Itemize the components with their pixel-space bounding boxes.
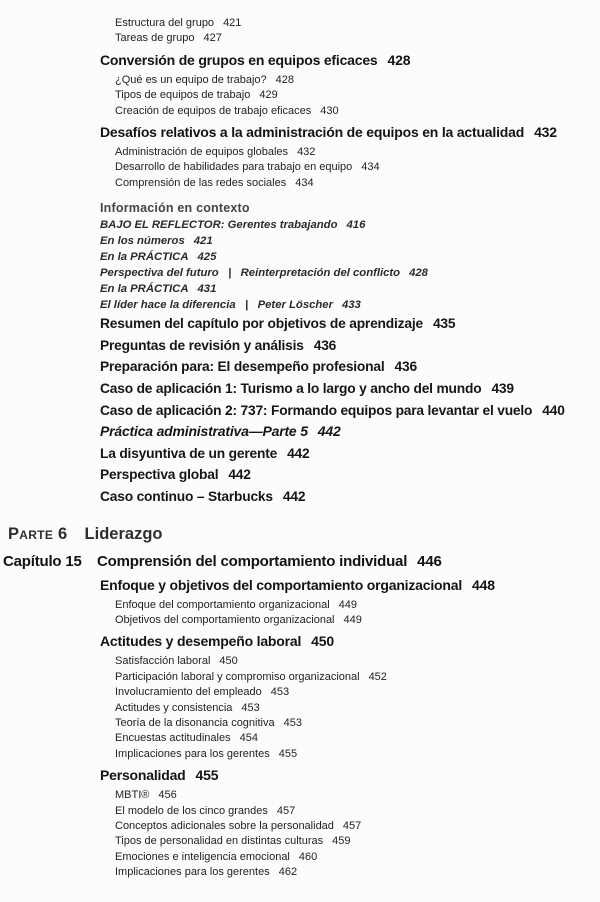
entry-label: Implicaciones para los gerentes [115,866,270,879]
page-number: 431 [197,283,217,296]
page-number: 457 [342,820,362,833]
entry-label: Estructura del grupo [115,17,215,29]
toc-subentry [115,716,600,731]
toc-section-heading [100,572,600,598]
entry-label: En la PRÁCTICA [100,251,189,264]
chapter-title: Comprensión del comportamiento individual [97,552,408,570]
toc-subentry [115,819,600,834]
page-number: 454 [239,732,258,745]
entry-label: Tipos de equipos de trabajo [115,89,251,102]
feature-entry [100,233,600,249]
toc-subentry [115,788,600,803]
feature-entry [100,249,600,265]
chapter-end-item [100,313,600,335]
part-title: Liderazgo [84,524,163,543]
toc-section-heading [100,628,600,654]
entry-label: Encuestas actitudinales [115,732,231,745]
entry-label: Resumen del capítulo por objetivos de aprendizaje [100,316,423,332]
entry-label: Tareas de grupo [115,32,195,45]
entry-label: Creación de equipos de trabajo eficaces [115,104,312,117]
entry-label: Objetivos del comportamiento organizacional [115,614,335,626]
toc-subentry [115,598,600,613]
toc-subentry [115,701,600,716]
entry-label: Administración de equipos globales [115,146,289,159]
toc-subentry [115,865,600,880]
entry-label: Conceptos adicionales sobre la personalidad [115,820,334,833]
entry-label: Desarrollo de habilidades para trabajo en equipo [115,161,353,174]
page-number: 434 [295,176,314,189]
toc-subentry [115,145,600,160]
entry-label: Preparación para: El desempeño profesional [100,359,385,375]
entry-label: Involucramiento del empleado [115,686,262,699]
entry-label: Actitudes y desempeño laboral [100,633,302,650]
page-number: 442 [317,423,341,440]
entry-label: Desafíos relativos a la administración de equipos en la actualidad [100,124,525,141]
entry-label: Perspectiva del futuro | Reinterpretación del conflicto [100,267,401,280]
page-number: 442 [228,467,251,483]
chapter-heading [3,551,600,572]
toc-subentry [115,88,600,103]
page-number: 433 [341,299,361,312]
entry-label: Actitudes y consistencia [115,701,233,714]
page-number: 435 [432,316,456,332]
page-number: 453 [270,686,290,699]
toc-subentry [115,834,600,849]
page-number: 448 [472,576,495,593]
page-number: 449 [343,614,362,626]
chapter-end-item [100,356,600,378]
chapter-end-item [100,443,600,465]
entry-label: Participación laboral y compromiso organizacional [115,670,360,683]
page-number: 446 [417,552,442,570]
toc-subentry [115,73,600,88]
toc-subentry [115,731,600,746]
part-heading [8,523,600,546]
entry-label: Caso de aplicación 2: 737: Formando equipos para levantar el vuelo [100,402,533,418]
feature-entry [100,217,600,233]
entry-label: Conversión de grupos en equipos eficaces [100,51,378,68]
toc-subentry [115,160,600,175]
entry-label: Información en contexto [100,201,250,216]
toc-subentry [115,104,600,119]
entry-label: BAJO EL REFLECTOR: Gerentes trabajando [100,219,338,232]
entry-label: Caso continuo – Starbucks [100,489,273,504]
page-number: 453 [283,717,302,730]
page-number: 430 [320,104,339,117]
toc-subentry [115,685,600,700]
page-number: 442 [287,445,310,461]
page-number: 427 [203,32,222,45]
page-number: 459 [332,835,351,848]
page-number: 416 [346,219,366,232]
entry-label: Tipos de personalidad en distintas culturas [115,835,324,848]
entry-label: Enfoque y objetivos del comportamiento organizacional [100,576,463,593]
chapter-end-item [100,400,600,422]
page-number: 462 [278,866,298,879]
chapter-end-item [100,335,600,357]
chapter-end-item [100,464,600,486]
feature-entry [100,265,600,281]
entry-label: En los números [100,235,185,248]
chapter-number: Capítulo 15 [3,552,82,570]
entry-label: Perspectiva global [100,467,219,483]
page-number: 453 [241,701,260,714]
entry-label: En la PRÁCTICA [100,283,189,296]
page-number: 434 [361,161,380,174]
context-heading [100,200,600,217]
page-number: 436 [394,359,417,375]
page-number: 428 [387,51,411,68]
page-number: 439 [491,381,514,397]
page-number: 450 [219,655,238,668]
page-number: 428 [275,73,295,86]
entry-label: El líder hace la diferencia | Peter Löscher [100,299,333,312]
page-number: 457 [276,804,296,817]
page-number: 452 [368,670,387,683]
entry-label: Enfoque del comportamiento organizacional [115,598,330,611]
toc-subentry [115,31,600,46]
toc-subentry [115,747,600,762]
entry-label: Implicaciones para los gerentes [115,747,270,760]
entry-label: La disyuntiva de un gerente [100,445,278,461]
page-number: 456 [158,789,177,802]
page-number: 421 [223,17,242,29]
toc-section-heading [100,47,600,73]
toc-section-heading [100,119,600,145]
chapter-end-item [100,378,600,400]
page-number: 460 [298,850,318,863]
toc-subentry [115,850,600,865]
entry-label: Satisfacción laboral [115,655,211,668]
toc-subentry [115,613,600,628]
page-number: 429 [259,89,278,102]
page-number: 440 [542,402,565,418]
feature-entry [100,281,600,297]
entry-label: Caso de aplicación 1: Turismo a lo largo y ancho del mundo [100,381,482,397]
entry-label: Emociones e inteligencia emocional [115,850,290,863]
entry-label: El modelo de los cinco grandes [115,804,268,817]
toc-subentry [115,176,600,191]
toc-subentry [115,804,600,819]
entry-label: Preguntas de revisión y análisis [100,337,304,353]
toc-subentry [115,16,600,31]
page-number: 450 [311,633,334,650]
page-number: 455 [278,747,298,760]
page-number: 428 [409,267,428,280]
entry-label: Personalidad [100,767,186,784]
entry-label: Teoría de la disonancia cognitiva [115,717,275,730]
entry-label: ¿Qué es un equipo de trabajo? [115,73,267,86]
feature-entry [100,297,600,313]
entry-label: Comprensión de las redes sociales [115,176,287,189]
entry-label: Práctica administrativa—Parte 5 [100,423,308,440]
toc-section-heading [100,762,600,788]
page-number: 421 [193,235,213,248]
page-number: 449 [338,598,357,611]
toc-subentry [115,654,600,669]
page-number: 432 [534,124,557,141]
page-number: 442 [282,489,306,504]
toc-subentry [115,670,600,685]
chapter-end-item [100,486,600,508]
page-number: 432 [297,146,316,159]
part-label: Parte 6 [8,524,68,543]
page-number: 425 [197,251,217,264]
page-number: 455 [195,767,219,784]
entry-label: MBTI® [115,789,150,802]
chapter-end-item-italic [100,421,600,443]
page-number: 436 [313,337,337,353]
